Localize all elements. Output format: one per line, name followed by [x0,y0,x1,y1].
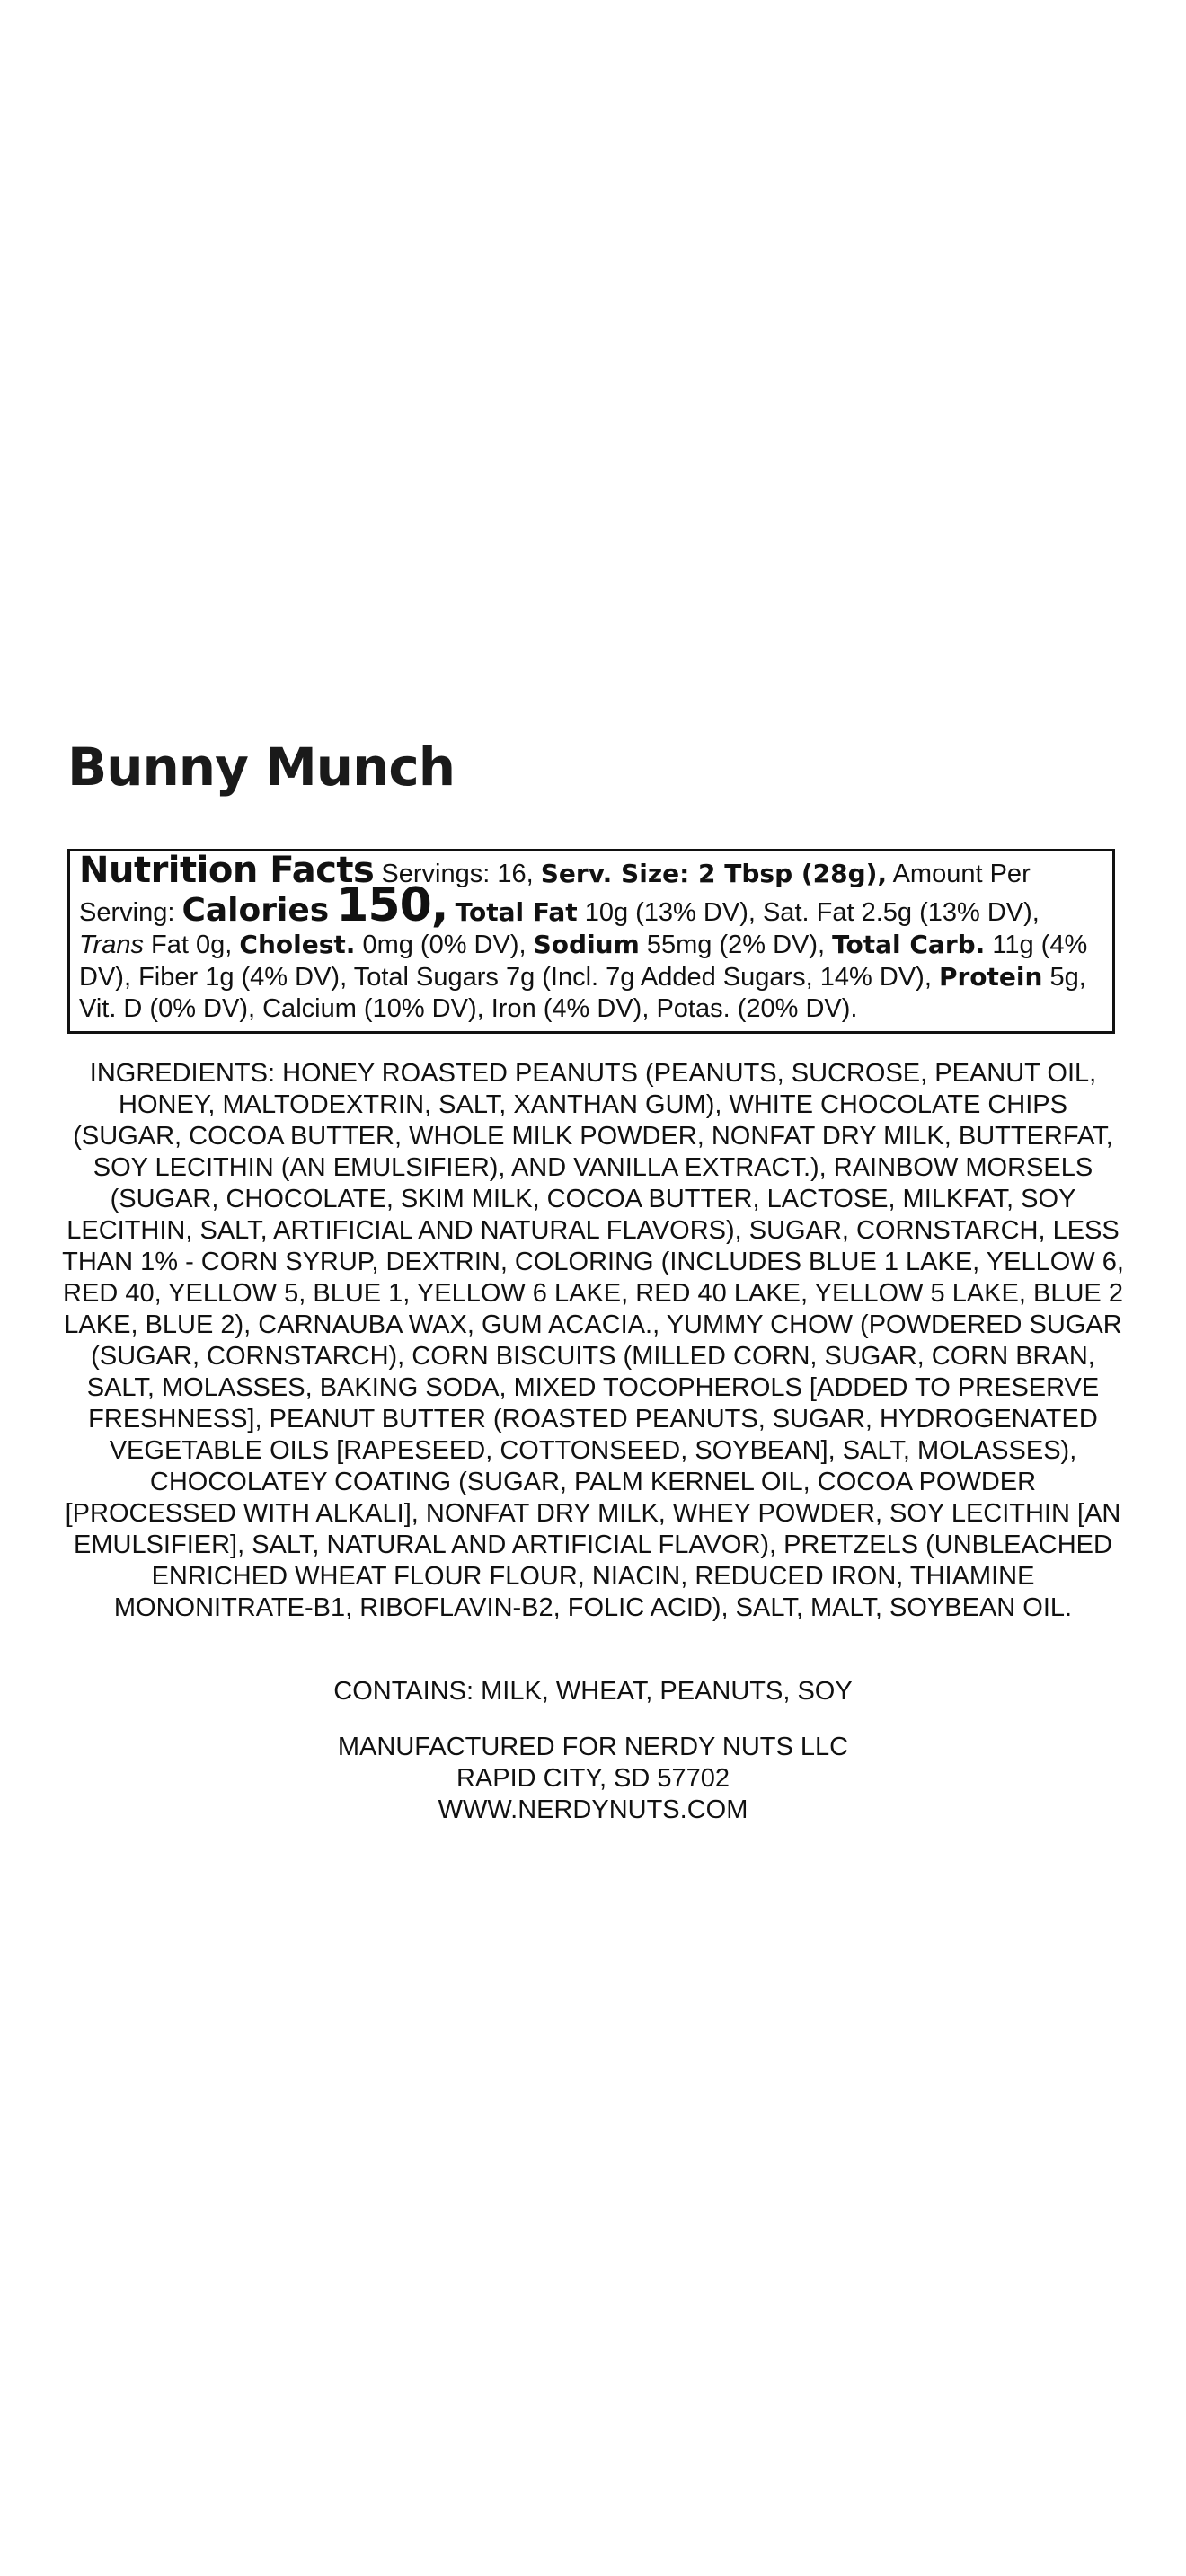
total-fat-label: Total Fat [455,897,578,927]
sodium-label: Sodium [533,930,640,959]
protein-label: Protein [938,962,1043,992]
sodium-value: 55mg (2% DV), [646,931,826,959]
manufacturer-info [61,1732,1125,1826]
calories-label: Calories [181,892,330,929]
serving-size-text: Serv. Size: 2 Tbsp (28g), [540,859,888,888]
protein-vitamins-text: 5g, Vit. D (0% DV), Calcium (10% DV), Iron (4% DV), Potas. (20% DV). [79,963,1086,1023]
fiber-text: Fiber 1g (4% DV), [138,963,348,992]
servings-text: Servings: 16, [381,860,534,888]
ingredients-list: INGREDIENTS: HONEY ROASTED PEANUTS (PEANUTS, SUCROSE, PEANUT OIL, HONEY, MALTODEXTRIN, SALT, XANTHAN GUM), WHITE CHOCOLATE CHIPS (SUGAR, COCOA BUTTER, WHOLE MILK POWDER, NONFAT DRY MILK, BUTTERFAT, SOY LECITHIN (AN EMULSIFIER), AND VANILLA EXTRACT.), RAINBOW MORSELS (SUGAR, CHOCOLATE, SKIM MILK, COCOA BUTTER, LACTOSE, MILKFAT, SOY LECITHIN, SALT, ARTIFICIAL AND NATURAL FLAVORS), SUGAR, CORNSTARCH, LESS THAN 1% - CORN SYRUP, DEXTRIN, COLORING (INCLUDES BLUE 1 LAKE, YELLOW 6, RED 40, YELLOW 5, BLUE 1, YELLOW 6 LAKE, RED 40 LAKE, YELLOW 5 LAKE, BLUE 2 LAKE, BLUE 2), CARNAUBA WAX, GUM ACACIA., YUMMY CHOW (POWDERED SUGAR (SUGAR, CORNSTARCH), CORN BISCUITS (MILLED CORN, SUGAR, CORN BRAN, SALT, MOLASSES, BAKING SODA, MIXED TOCOPHEROLS [ADDED TO PRESERVE FRESHNESS], PEANUT BUTTER (ROASTED PEANUTS, SUGAR, HYDROGENATED VEGETABLE OILS [RAPESEED, COTTONSEED, SOYBEAN], SALT, MOLASSES), CHOCOLATEY COATING (SUGAR, PALM KERNEL OIL, COCOA POWDER [PROCESSED WITH ALKALI], NONFAT DRY MILK, WHEY POWDER, SOY LECITHIN [AN EMULSIFIER], SALT, NATURAL AND ARTIFICIAL FLAVOR), PRETZELS (UNBLEACHED ENRICHED WHEAT FLOUR FLOUR, NIACIN, REDUCED IRON, THIAMINE MONONITRATE-B1, RIBOFLAVIN-B2, FOLIC ACID), SALT, MALT, SOYBEAN OIL. [62,1059,1124,1622]
manufacturer-address: RAPID CITY, SD 57702 [456,1764,730,1793]
sugars-text: Total Sugars 7g (Incl. 7g Added Sugars, 14% DV), [353,963,932,992]
trans-fat-value: Fat 0g, [151,931,233,959]
nutrition-facts-panel [67,849,1115,1034]
manufacturer-name: MANUFACTURED FOR NERDY NUTS LLC [337,1733,849,1761]
manufacturer-website: WWW.NERDYNUTS.COM [438,1795,748,1824]
calories-value: 150, [336,878,448,932]
nutrition-facts-title: Nutrition Facts [79,850,375,891]
cholesterol-value: 0mg (0% DV), [362,931,527,959]
allergen-statement: CONTAINS: MILK, WHEAT, PEANUTS, SOY [333,1677,853,1706]
trans-fat-label: Trans [79,931,144,959]
total-fat-value: 10g (13% DV), [584,898,756,927]
total-carb-label: Total Carb. [832,930,986,959]
cholesterol-label: Cholest. [239,930,356,959]
amount-per-serving-text: Amount Per Serving: [79,860,1031,927]
total-carb-value: 11g (4% DV), [79,931,1088,992]
sat-fat-text: Sat. Fat 2.5g (13% DV), [762,898,1040,927]
product-title: Bunny Munch [67,737,456,798]
